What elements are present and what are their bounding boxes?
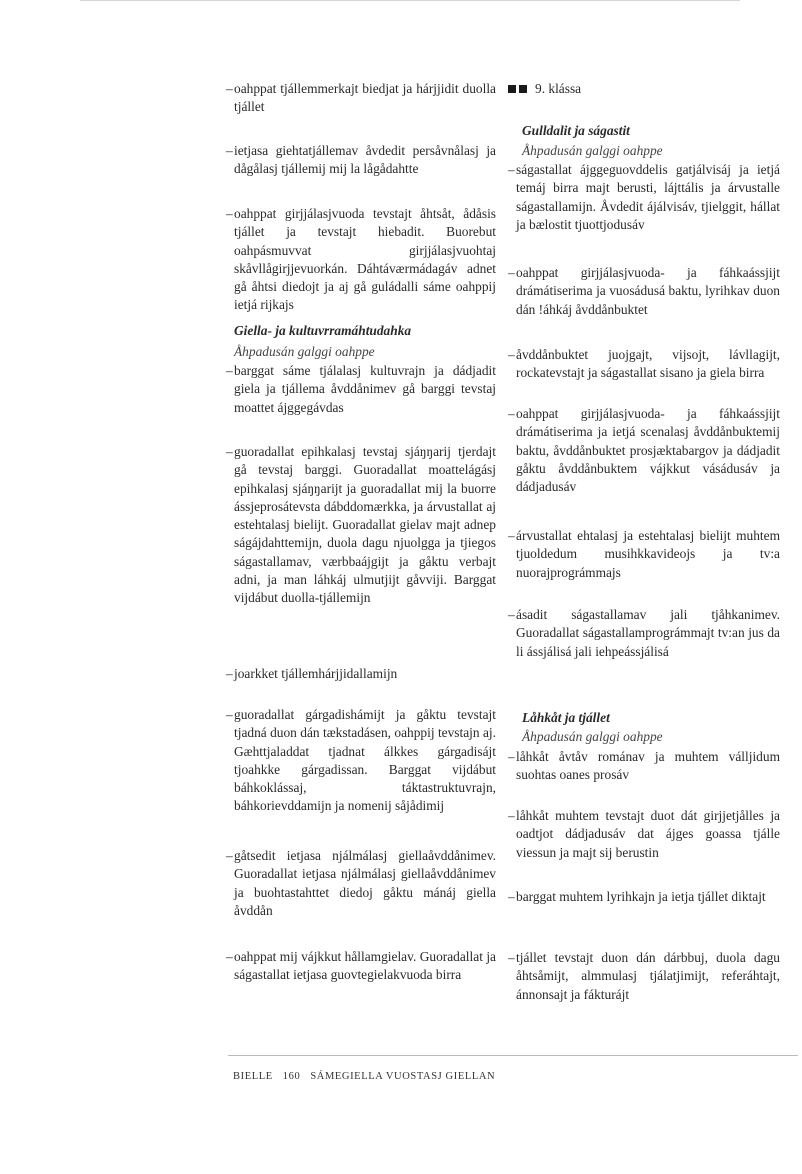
- list-item: [508, 527, 780, 582]
- grade-label: 9. klássa: [535, 81, 582, 96]
- list-item-text: oahppat girjjálasjvuoda- ja fáhkaássjijt drámátiserima ja vuosádusá baktu, lyrihkav duon dán !áhkáj åvddånbuktet: [516, 265, 780, 317]
- footer-rule: [228, 1055, 798, 1056]
- list-item: [508, 807, 780, 862]
- page-number: 160: [282, 1071, 301, 1082]
- list-item: [508, 949, 780, 1004]
- dash-bullet: –: [508, 749, 515, 764]
- list-item-text: árvustallat ehtalasj ja estehtalasj bielijt muhtem tjuoldedum musihkkavideojs ja tv:a nuorajprográmmajs: [516, 528, 780, 580]
- list-item: [226, 948, 496, 985]
- section-subheading: Åhpadusán galggi oahppe: [522, 143, 663, 158]
- list-item-text: oahppat tjállemmerkajt biedjat ja hárjjidit duolla tjállet: [234, 81, 496, 115]
- dash-bullet: –: [508, 808, 515, 823]
- top-edge-line: [80, 0, 740, 1]
- dash-bullet: –: [508, 265, 515, 280]
- list-item: [226, 665, 496, 683]
- square-bullet-icon: [519, 85, 527, 93]
- list-item: [508, 264, 780, 319]
- list-item: [226, 205, 496, 315]
- list-item: [226, 362, 496, 417]
- list-item-text: gåtsedit ietjasa njálmálasj giellaåvddånimev. Guoradallat ietjasa njálmálasj giellaåvddånimev ja buohtastahttet diedoj gåktu mánáj giella åvddån: [234, 848, 496, 918]
- dash-bullet: –: [226, 707, 233, 722]
- list-item-text: ságastallat ájggeguovddelis gatjálvisáj ja ietjá temáj birra majt berusti, lájttális ja árvustalle ságastallamijn. Åvdedit ájálvisáv, tjielggit, hállat ja bælostit tjuottjodusáv: [516, 162, 780, 232]
- section-subheading: Åhpadusán galggi oahppe: [522, 729, 663, 744]
- list-item: [226, 443, 496, 608]
- dash-bullet: –: [508, 528, 515, 543]
- page-footer: [233, 1071, 505, 1082]
- dash-bullet: –: [226, 848, 233, 863]
- list-item: [508, 888, 780, 906]
- section-heading: Låhkåt ja tjállet: [522, 710, 610, 725]
- dash-bullet: –: [226, 949, 233, 964]
- list-item-text: guoradallat gárgadishámijt ja gåktu tevstajt tjadná duon dán tækstadásen, oahppij tevstajn aj. Gæhttjaladdat tjadnat álkkes gárgadisájt tjoahkke gárgadissan. Barggat vijdábut báhkoklássaj, táktastruktuvrajn, báhkorievddamijn ja nomenij såjådimij: [234, 707, 496, 814]
- list-item: [226, 847, 496, 920]
- dash-bullet: –: [508, 607, 515, 622]
- list-item-text: barggat sáme tjálalasj kultuvrajn ja dádjadit giela ja tjállema åvddånimev gå barggi tevstaj moattet ájggegávdas: [234, 363, 496, 415]
- list-item-text: tjállet tevstajt duon dán dárbbuj, duola dagu åhtsåmijt, almmulasj tjálatjimijt, referáhtajt, ánnonsajt ja fákturájt: [516, 950, 780, 1002]
- list-item-text: låhkåt åvtåv románav ja muhtem válljidum suohtas oanes prosáv: [516, 749, 780, 783]
- list-item-text: guoradallat epihkalasj tevstaj sjáŋŋarij tjerdajt gå tevstaj barggi. Guoradallat moattelágásj epihkalasj sjáŋŋarijt ja guoradallat mij la buorre ássjeprosátevsta dábddomærkka, ja árvustallat aj estehtalasj bielijt. Guoradallat gielav majt adnep ságájdahttemijn, duola dagu njuolgga ja tjiegos ságastallamav, værbbaájgijt ja gåktu verbajt adni, ja man láhkáj ulmutjijt gåvviji. Barggat vijdábut duolla-tjállemijn: [234, 444, 496, 606]
- dash-bullet: –: [226, 143, 233, 158]
- list-item-text: åvddånbuktet juojgajt, vijsojt, lávllagijt, rockatevstajt ja ságastallat sisano ja giela birra: [516, 347, 780, 381]
- list-item: [226, 80, 496, 117]
- list-item: [508, 346, 780, 383]
- dash-bullet: –: [508, 406, 515, 421]
- dash-bullet: –: [226, 206, 233, 221]
- list-item: [508, 606, 780, 661]
- list-item: [226, 706, 496, 816]
- square-bullet-icon: [508, 85, 516, 93]
- dash-bullet: –: [508, 889, 515, 904]
- dash-bullet: –: [508, 950, 515, 965]
- list-item-text: ásadit ságastallamav jali tjåhkanimev. Guoradallat ságastallamprográmmajt tv:an jus da li ássjálisá jali iehpeássjálisá: [516, 607, 780, 659]
- dash-bullet: –: [508, 347, 515, 362]
- dash-bullet: –: [226, 81, 233, 96]
- grade-section-title: [508, 80, 581, 98]
- list-item-text: låhkåt muhtem tevstajt duot dát girjjetjålles ja oadtjot dádjadusáv dat ájges goassa tjálle viessun ja majt sij berustin: [516, 808, 780, 860]
- book-title: SÁMEGIELLA VUOSTASJ GIELLAN: [310, 1071, 496, 1082]
- dash-bullet: –: [226, 666, 233, 681]
- section-heading: Gulldalit ja ságastit: [522, 123, 630, 138]
- footer-label: BIELLE: [233, 1071, 273, 1082]
- dash-bullet: –: [226, 444, 233, 459]
- dash-bullet: –: [508, 162, 515, 177]
- list-item-text: oahppat girjjálasjvuoda tevstajt åhtsåt, ådåsis tjállet ja tevstajt hiebadit. Buorebut oahpásmuvvat girjjálasjvuohtaj skåvllågirjjevuorkán. Dáhtáværmádagáv adnet gå åhtsi diedojt ja aj gå guládalli sáme oahppij ietjá rijkajs: [234, 206, 496, 313]
- list-item: [508, 161, 780, 234]
- section-subheading: Åhpadusán galggi oahppe: [234, 344, 375, 359]
- dash-bullet: –: [226, 363, 233, 378]
- list-item-text: oahppat mij vájkkut hållamgielav. Guoradallat ja ságastallat ietjasa guovtegielakvuoda birra: [234, 949, 496, 983]
- list-item: [508, 748, 780, 785]
- list-item-text: oahppat girjjálasjvuoda- ja fáhkaássjijt drámátiserima ja ietjá scenalasj åvddånbuktemij baktu, åvddånbuktet prosjæktabargov ja dádjadit gåktu åvddånbuktem vájkkut vásádusáv ja dádjadusáv: [516, 406, 780, 495]
- list-item-text: joarkket tjállemhárjjidallamijn: [234, 666, 398, 681]
- list-item-text: barggat muhtem lyrihkajn ja ietja tjállet diktajt: [516, 889, 766, 904]
- list-item: [226, 142, 496, 179]
- list-item-text: ietjasa giehtatjállemav åvdedit persåvnålasj ja dågålasj tjállemij mij la lågådahtte: [234, 143, 496, 177]
- section-heading: Giella- ja kultuvrramáhtudahka: [234, 323, 412, 338]
- list-item: [508, 405, 780, 496]
